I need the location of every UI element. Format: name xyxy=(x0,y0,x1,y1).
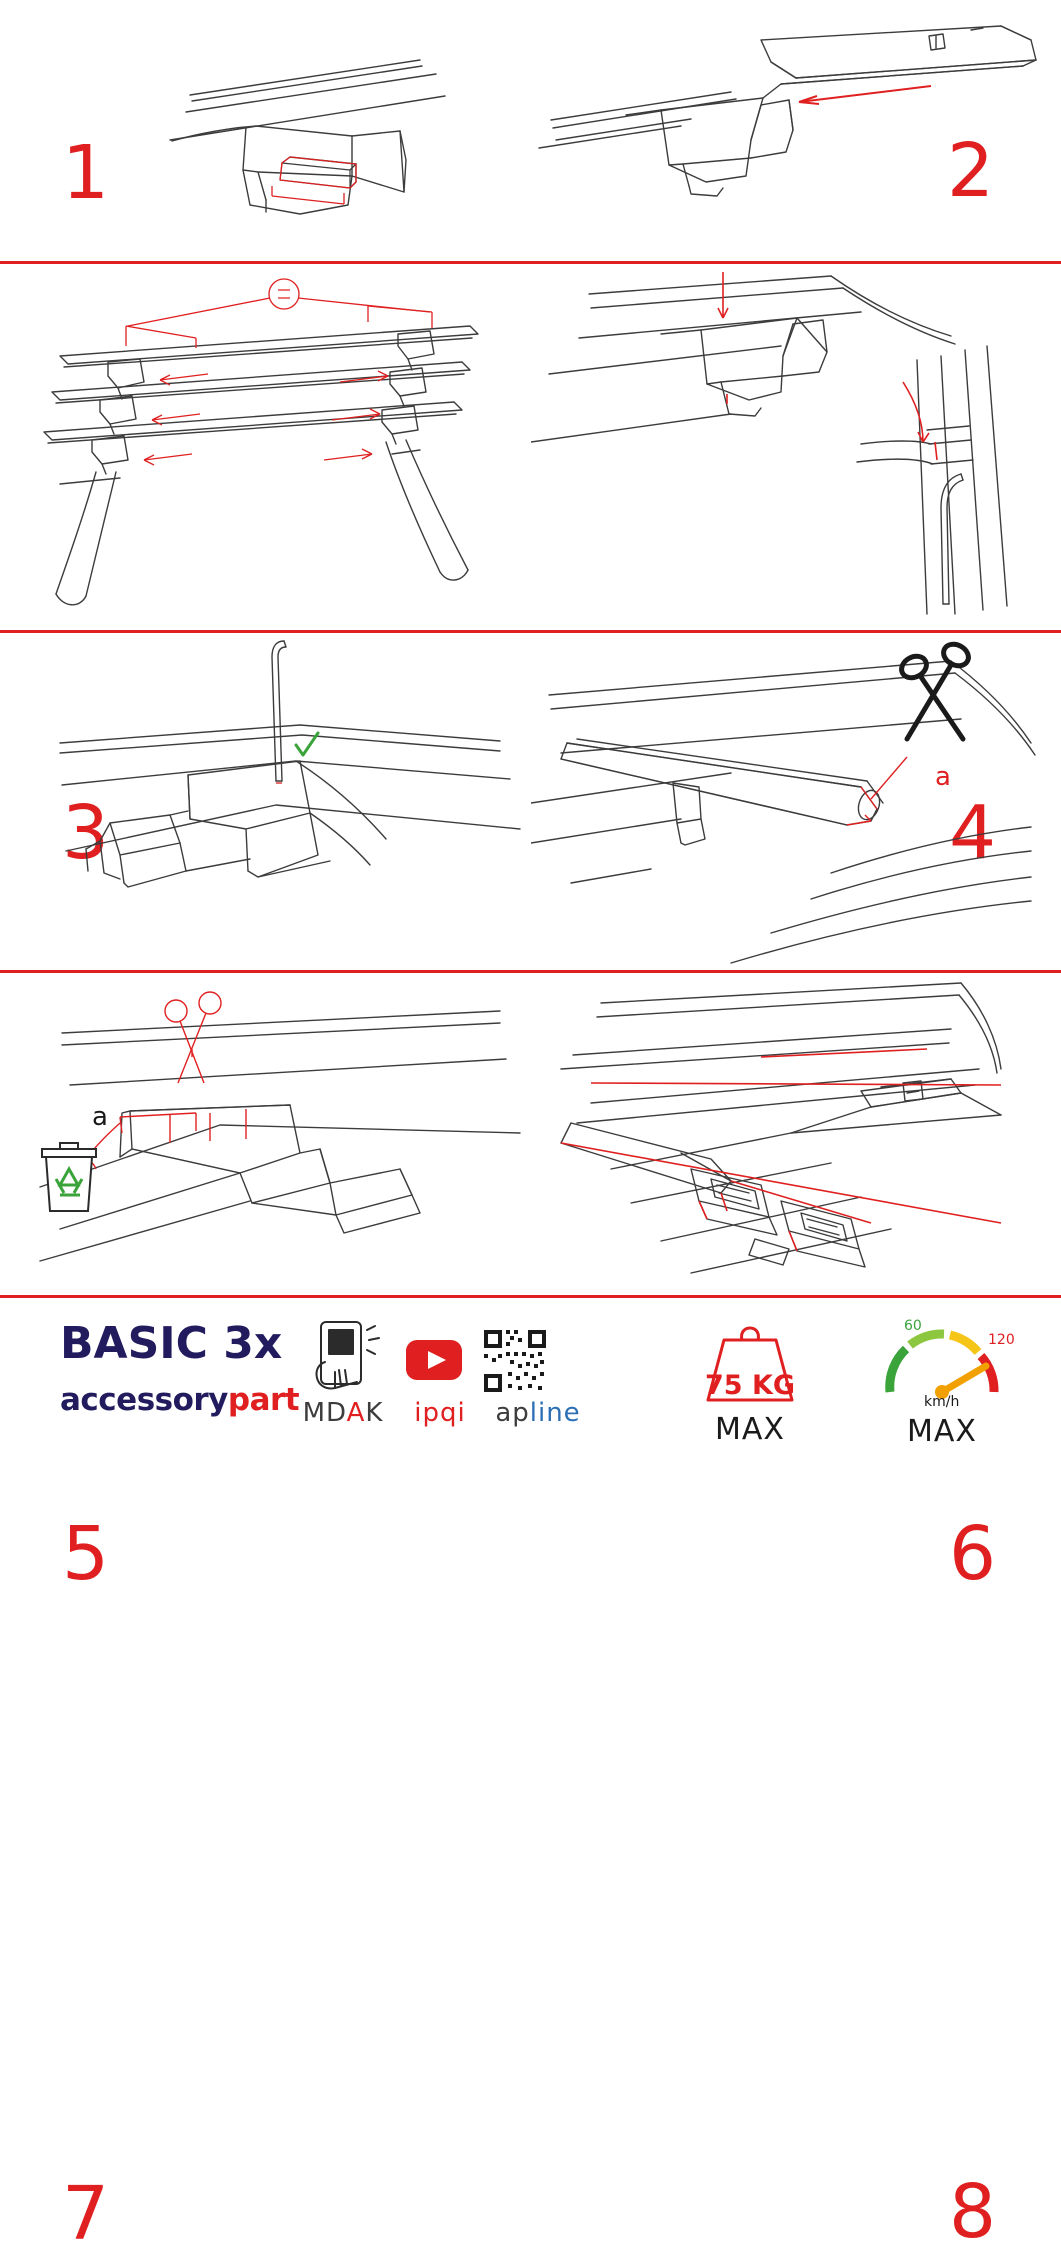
step-panel-1 xyxy=(0,0,530,261)
step-7-illustration xyxy=(0,973,530,1295)
max-speed-block xyxy=(862,1308,1022,1449)
speed-tick-low: 60 xyxy=(904,1318,922,1334)
brand-sub-second: part xyxy=(227,1382,300,1418)
qr-code-icon xyxy=(482,1328,548,1399)
label-a-6: a xyxy=(935,762,951,792)
step-6-illustration xyxy=(531,633,1061,970)
brand-title xyxy=(60,1318,310,1369)
step-panel-2 xyxy=(531,0,1061,261)
logo-ipqi xyxy=(400,1398,480,1428)
logo-apline-label xyxy=(478,1398,598,1428)
step-8-illustration xyxy=(531,973,1061,1295)
brand-subtitle xyxy=(60,1382,310,1418)
brand-title-suffix: x xyxy=(253,1318,283,1369)
logo-mdak xyxy=(288,1398,398,1428)
speed-unit: km/h xyxy=(924,1394,960,1408)
logo-apline-accent: line xyxy=(529,1398,581,1428)
step-number-3: 3 xyxy=(62,790,109,876)
step-number-1: 1 xyxy=(62,130,109,216)
speed-tick-high: 120 xyxy=(988,1332,1015,1348)
logo-apline-prefix: ap xyxy=(495,1398,530,1428)
step-number-7: 7 xyxy=(62,2171,109,2257)
step-number-8: 8 xyxy=(949,2169,996,2255)
step-number-5: 5 xyxy=(62,1511,109,1597)
max-speed-label: MAX xyxy=(907,1414,977,1449)
brand-block xyxy=(60,1318,310,1418)
step-number-6: 6 xyxy=(949,1511,996,1597)
logo-mdak-prefix: MD xyxy=(302,1398,347,1428)
logo-apline xyxy=(478,1398,598,1428)
youtube-icon[interactable] xyxy=(404,1338,464,1387)
step-number-2: 2 xyxy=(947,128,994,214)
max-weight-label: MAX xyxy=(715,1412,785,1447)
footer xyxy=(0,1298,1061,1500)
step-panel-4 xyxy=(531,264,1061,876)
logo-mdak-accent: A xyxy=(346,1398,366,1428)
step-panel-3 xyxy=(0,264,530,876)
logo-ipqi-label: ipqi xyxy=(414,1398,466,1428)
step-5-illustration xyxy=(0,633,530,970)
label-a-7: a xyxy=(92,1102,108,1132)
speedometer-icon xyxy=(862,1308,1022,1408)
max-weight-block xyxy=(680,1314,820,1447)
step-3-illustration xyxy=(0,264,530,630)
logo-mdak-suffix: K xyxy=(365,1398,384,1428)
logo-mdak-label xyxy=(288,1398,398,1428)
step-number-4: 4 xyxy=(949,790,996,876)
phone-scan-icon xyxy=(305,1320,395,1401)
brand-sub-first: accessory xyxy=(60,1382,228,1418)
recycle-bin-icon xyxy=(42,1143,96,1211)
step-4-illustration xyxy=(531,264,1061,630)
max-weight-value: 75 KG xyxy=(704,1370,796,1401)
brand-title-main: BASIC 3 xyxy=(60,1318,254,1369)
